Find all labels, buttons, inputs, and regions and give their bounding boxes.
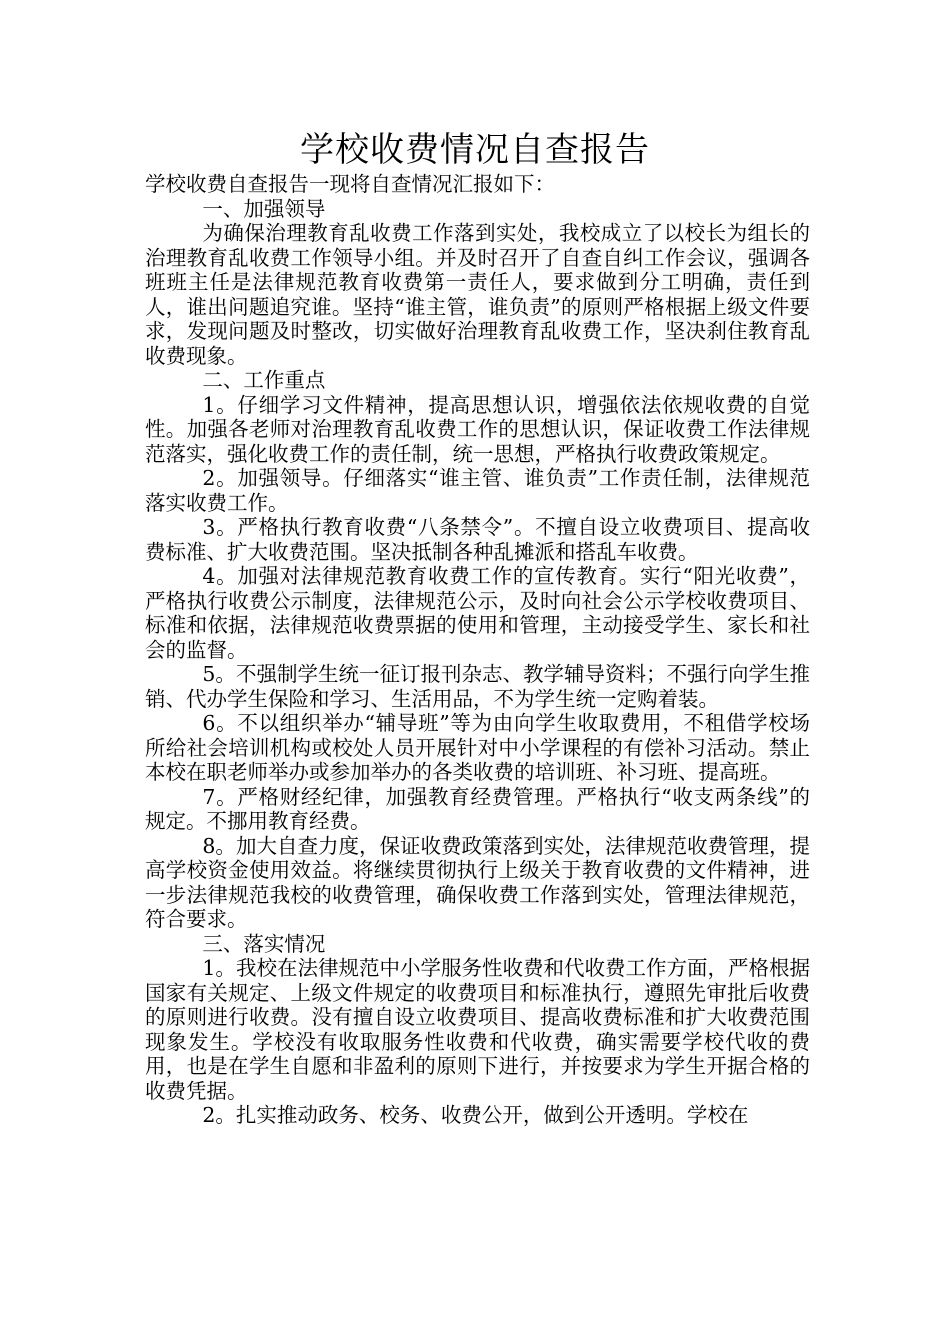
paragraph: 3。严格执行教育收费“八条禁令”。不擅自设立收费项目、提高收费标准、扩大收费范围。坚决抵制各种乱摊派和搭乱车收费。 <box>145 515 810 564</box>
paragraph: 二、工作重点 <box>202 368 326 392</box>
paragraph: 三、落实情况 <box>202 931 326 956</box>
paragraph: 一、加强领导 <box>202 196 326 221</box>
paragraph: 6。不以组织举办“辅导班”等为由向学生收取费用，不租借学校场所给社会培训机构或校处人员开展针对中小学课程的有偿补习活动。禁止本校在职老师举办或参加举办的各类收费的培训班、补习班、提高班。 <box>145 711 810 784</box>
paragraph: 2。扎实推动政务、校务、收费公开，做到公开透明。学校在 <box>202 1103 749 1127</box>
paragraph: 5。不强制学生统一征订报刊杂志、教学辅导资料；不强行向学生推销、代办学生保险和学习、生活用品，不为学生统一定购着装。 <box>145 662 810 711</box>
document-title: 学校收费情况自查报告 <box>300 130 650 170</box>
document-body <box>145 172 810 1128</box>
paragraph: 1。我校在法律规范中小学服务性收费和代收费工作方面，严格根据国家有关规定、上级文件规定的收费项目和标准执行，遵照先审批后收费的原则进行收费。没有擅自设立收费项目、提高收费标准和扩大收费范围现象发生。学校没有收取服务性收费和代收费，确实需要学校代收的费用，也是在学生自愿和非盈利的原则下进行，并按要求为学生开据合格的收费凭据。 <box>145 956 810 1103</box>
paragraph: 为确保治理教育乱收费工作落到实处，我校成立了以校长为组长的治理教育乱收费工作领导小组。并及时召开了自查自纠工作会议，强调各班班主任是法律规范教育收费第一责任人，要求做到分工明确，责任到人，谁出问题追究谁。坚持“谁主管，谁负责”的原则严格根据上级文件要求，发现问题及时整改，切实做好治理教育乱收费工作，坚决刹住教育乱收费现象。 <box>145 221 810 368</box>
paragraph: 4。加强对法律规范教育收费工作的宣传教育。实行“阳光收费”，严格执行收费公示制度，法律规范公示，及时向社会公示学校收费项目、标准和依据，法律规范收费票据的使用和管理，主动接受学生、家长和社会的监督。 <box>145 564 810 662</box>
paragraph: 8。加大自查力度，保证收费政策落到实处，法律规范收费管理，提高学校资金使用效益。将继续贯彻执行上级关于教育收费的文件精神，进一步法律规范我校的收费管理，确保收费工作落到实处，管理法律规范，符合要求。 <box>145 833 810 931</box>
paragraph: 1。仔细学习文件精神，提高思想认识，增强依法依规收费的自觉性。加强各老师对治理教育乱收费工作的思想认识，保证收费工作法律规范落实，强化收费工作的责任制，统一思想，严格执行收费政策规定。 <box>145 392 810 466</box>
paragraph: 2。加强领导。仔细落实“谁主管、谁负责”工作责任制，法律规范落实收费工作。 <box>145 466 810 515</box>
paragraph: 7。严格财经纪律，加强教育经费管理。严格执行“收支两条线”的规定。不挪用教育经费。 <box>145 784 810 833</box>
paragraph: 学校收费自查报告一现将自查情况汇报如下： <box>145 172 555 196</box>
